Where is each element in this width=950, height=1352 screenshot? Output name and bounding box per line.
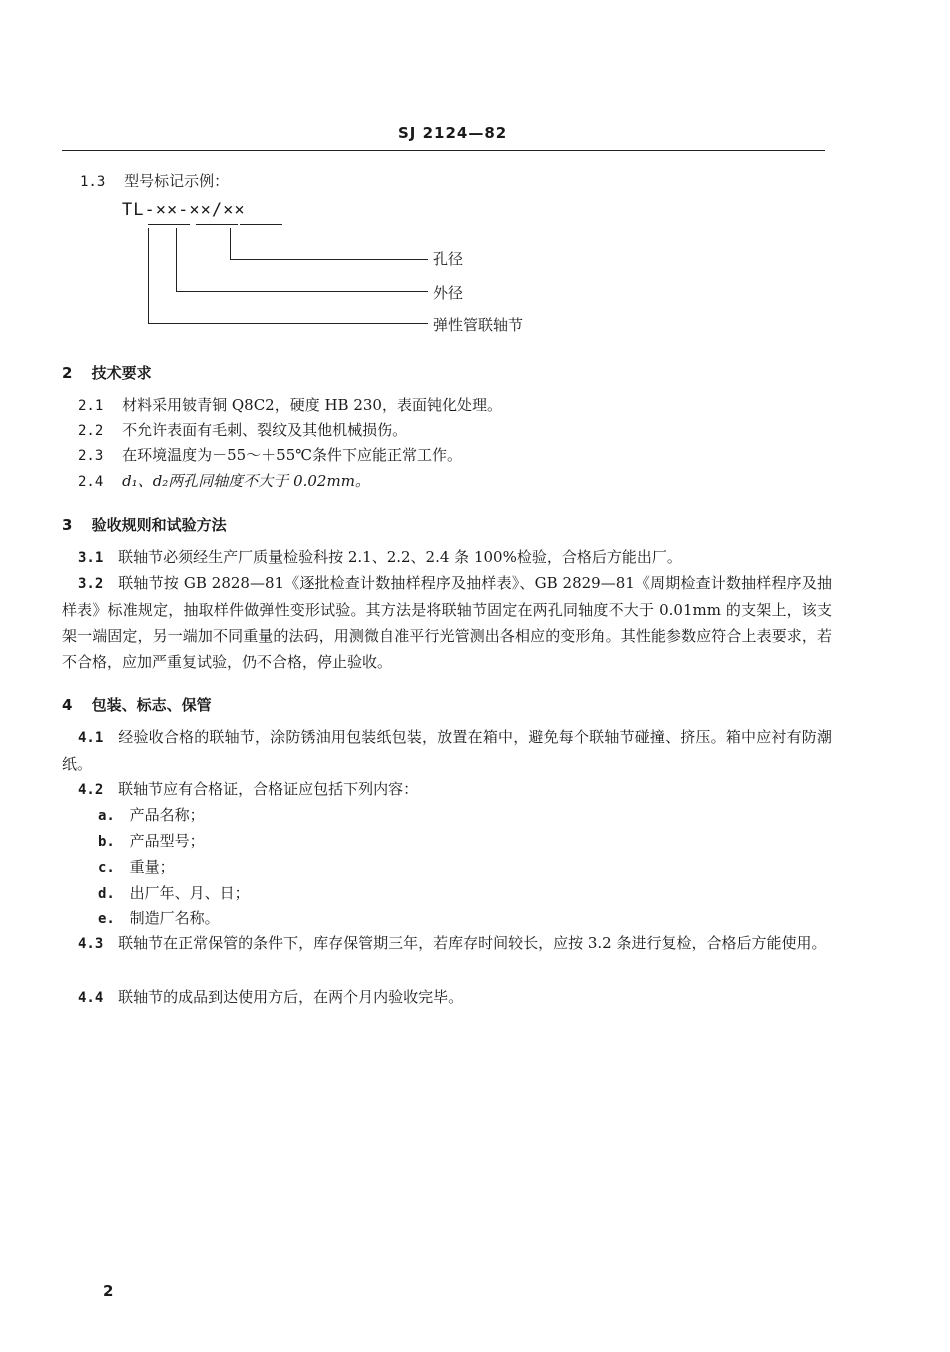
paragraph-number: 3.2 [78,576,104,592]
list-item [78,470,370,491]
list-marker: d. [98,886,115,902]
list-item [78,419,407,440]
paragraph-number: 4.1 [78,730,104,746]
list-item [98,882,250,903]
item-number: 2.4 [78,474,104,490]
item-text: 不允许表面有毛刺、裂纹及其他机械损伤。 [122,421,408,439]
item-text: 在环境温度为－55～＋55℃条件下应能正常工作。 [122,446,463,464]
paragraph-text: 联轴节按 GB 2828—81《逐批检查计数抽样程序及抽样表》、GB 2829—81《周期检查计数抽样程序及抽样表》标准规定，抽取样件做弹性变形试验。其方法是将联轴节固定在两孔同轴度不大于 0.01mm 的支架上，该支架一端固定，另一端加不同重量的法码，用测微自准平行光管测出各相应的变形角。其性能参数应符合上表要求，若不合格，应加严重复试验，仍不合格，停止验收。 [62,574,832,671]
list-item [98,804,205,825]
item-text: d₁、d₂两孔同轴度不大于 0.02mm。 [122,472,370,490]
section-1-3-number: 1.3 [80,174,106,190]
leader-bore-horizontal [230,259,428,260]
header-rule [62,150,825,151]
list-item [98,907,220,928]
paragraph-text: 联轴节必须经生产厂质量检验科按 2.1、2.2、2.4 条 100%检验，合格后方能出厂。 [118,548,682,566]
list-item [78,394,502,415]
underline-outer-segment [148,224,190,225]
model-code: TL-××-××/×× [122,200,246,220]
section-3-number: 3 [62,516,73,534]
paragraph-number: 4.3 [78,936,104,952]
section-1-3-heading [80,170,229,191]
section-3-heading [62,514,227,535]
paragraph-number: 4.2 [78,782,104,798]
leader-bore-vertical [230,228,231,260]
underline-tail-segment [240,224,282,225]
paragraph-text: 联轴节的成品到达使用方后，在两个月内验收完毕。 [118,988,464,1006]
list-text: 出厂年、月、日； [129,884,250,902]
leader-name-vertical [148,228,149,324]
label-bore: 孔径 [433,250,464,268]
section-2-title: 技术要求 [91,364,152,382]
list-text: 重量； [129,858,175,876]
paragraph-text: 联轴节应有合格证，合格证应包括下列内容： [118,780,419,798]
list-item [98,856,175,877]
list-marker: a. [98,808,115,824]
leader-name-horizontal [148,323,428,324]
page-number: 2 [103,1282,114,1300]
section-4-heading [62,694,212,715]
paragraph-number: 3.1 [78,550,104,566]
list-marker: e. [98,911,115,927]
section-2-number: 2 [62,364,73,382]
section-1-3-title: 型号标记示例： [124,172,230,190]
paragraph-4-2 [78,778,418,799]
leader-outer-horizontal [176,291,428,292]
item-number: 2.3 [78,448,104,464]
paragraph-4-1 [62,724,832,777]
item-number: 2.2 [78,423,104,439]
list-item [78,444,462,465]
section-3-title: 验收规则和试验方法 [91,516,227,534]
paragraph-text: 联轴节在正常保管的条件下，库存保管期三年，若库存时间较长，应按 3.2 条进行复检，合格后方能使用。 [118,934,827,952]
underline-bore-segment [196,224,238,225]
list-marker: b. [98,834,115,850]
paragraph-4-4 [78,986,463,1007]
list-text: 产品名称； [129,806,205,824]
list-marker: c. [98,860,115,876]
section-2-heading [62,362,152,383]
paragraph-3-1 [62,544,832,571]
doc-code: SJ 2124—82 [398,124,508,142]
label-name: 弹性管联轴节 [433,316,524,334]
item-text: 材料采用铍青铜 Q8C2，硬度 HB 230，表面钝化处理。 [122,396,502,414]
label-outer: 外径 [433,284,464,302]
paragraph-3-2 [62,570,832,675]
paragraph-4-3 [62,930,832,957]
section-4-title: 包装、标志、保管 [91,696,212,714]
list-item [98,830,205,851]
list-text: 产品型号； [129,832,205,850]
item-number: 2.1 [78,398,104,414]
section-4-number: 4 [62,696,73,714]
paragraph-number: 4.4 [78,990,104,1006]
leader-outer-vertical [176,228,177,292]
paragraph-text: 经验收合格的联轴节，涂防锈油用包装纸包装，放置在箱中，避免每个联轴节碰撞、挤压。箱中应衬有防潮纸。 [62,728,832,773]
list-text: 制造厂名称。 [129,909,220,927]
